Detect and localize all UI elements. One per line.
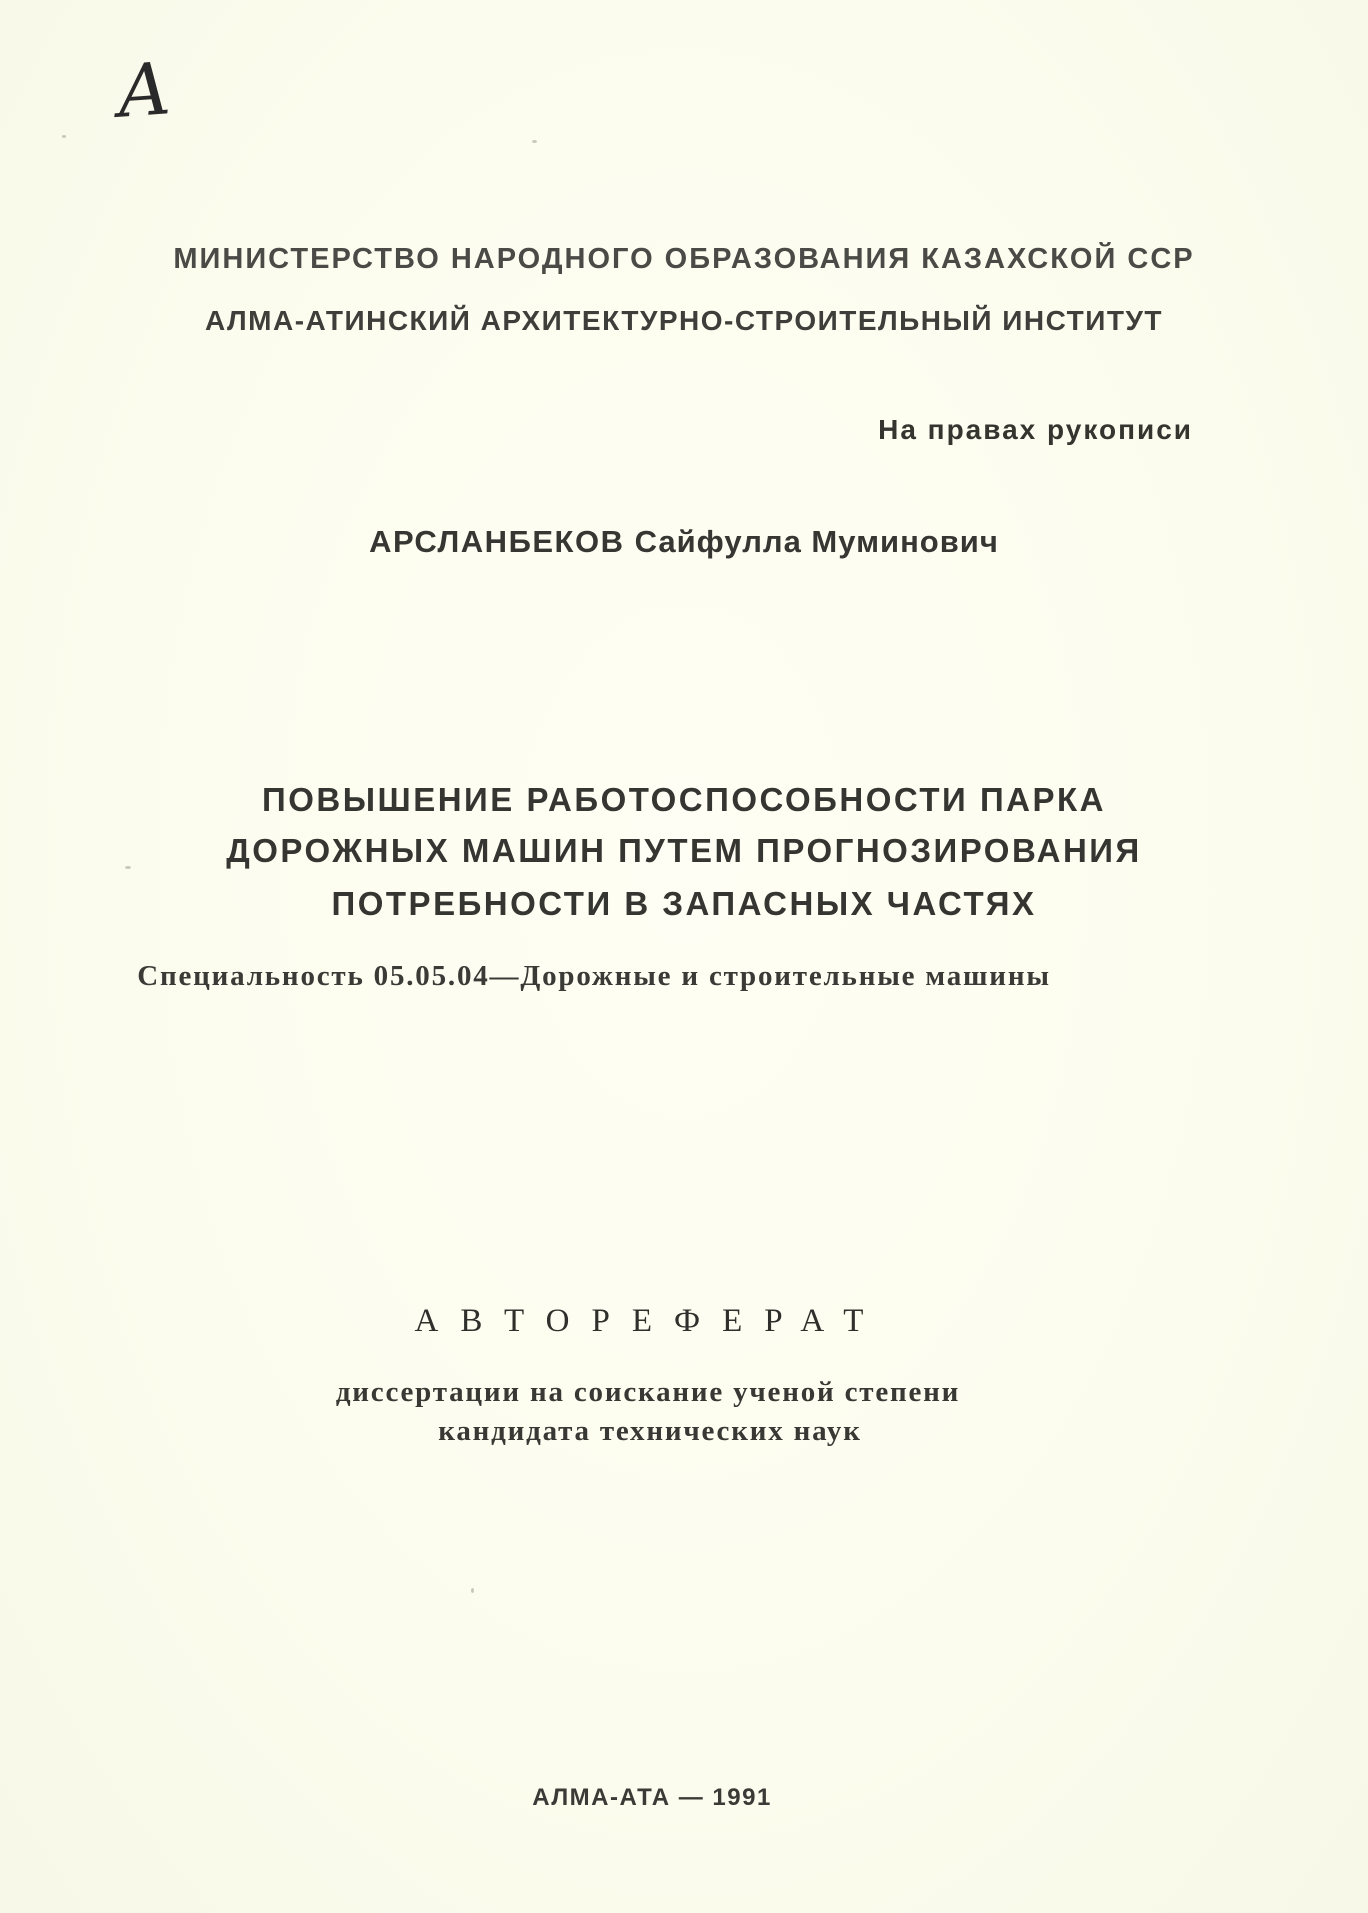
author-surname: АРСЛАНБЕКОВ bbox=[369, 524, 625, 559]
city-year-footer: АЛМА-АТА — 1991 bbox=[532, 1784, 772, 1811]
handwritten-mark: A bbox=[115, 46, 173, 134]
specialty-line: Специальность 05.05.04—Дорожные и строительные машины bbox=[137, 960, 1051, 992]
paper-speck bbox=[532, 140, 537, 143]
ministry-heading: МИНИСТЕРСТВО НАРОДНОГО ОБРАЗОВАНИЯ КАЗАХСКОЙ ССР bbox=[173, 243, 1195, 275]
author-given-names: Сайфулла Муминович bbox=[634, 524, 999, 559]
paper-speck bbox=[62, 135, 66, 138]
title-line-3: ПОТРЕБНОСТИ В ЗАПАСНЫХ ЧАСТЯХ bbox=[331, 885, 1037, 922]
paper-speck bbox=[471, 1588, 474, 1593]
paper-speck bbox=[125, 866, 131, 869]
dissertation-line-2: кандидата технических наук bbox=[438, 1415, 862, 1447]
title-line-1: ПОВЫШЕНИЕ РАБОТОСПОСОБНОСТИ ПАРКА bbox=[262, 781, 1106, 818]
institute-heading: АЛМА-АТИНСКИЙ АРХИТЕКТУРНО-СТРОИТЕЛЬНЫЙ ИНСТИТУТ bbox=[204, 305, 1164, 336]
author-name bbox=[0, 524, 1368, 560]
abstract-heading: АВТОРЕФЕРАТ bbox=[414, 1303, 886, 1339]
title-line-2: ДОРОЖНЫХ МАШИН ПУТЕМ ПРОГНОЗИРОВАНИЯ bbox=[226, 832, 1142, 869]
dissertation-line-1: диссертации на соискание ученой степени bbox=[335, 1376, 961, 1408]
rights-note: На правах рукописи bbox=[878, 414, 1193, 445]
